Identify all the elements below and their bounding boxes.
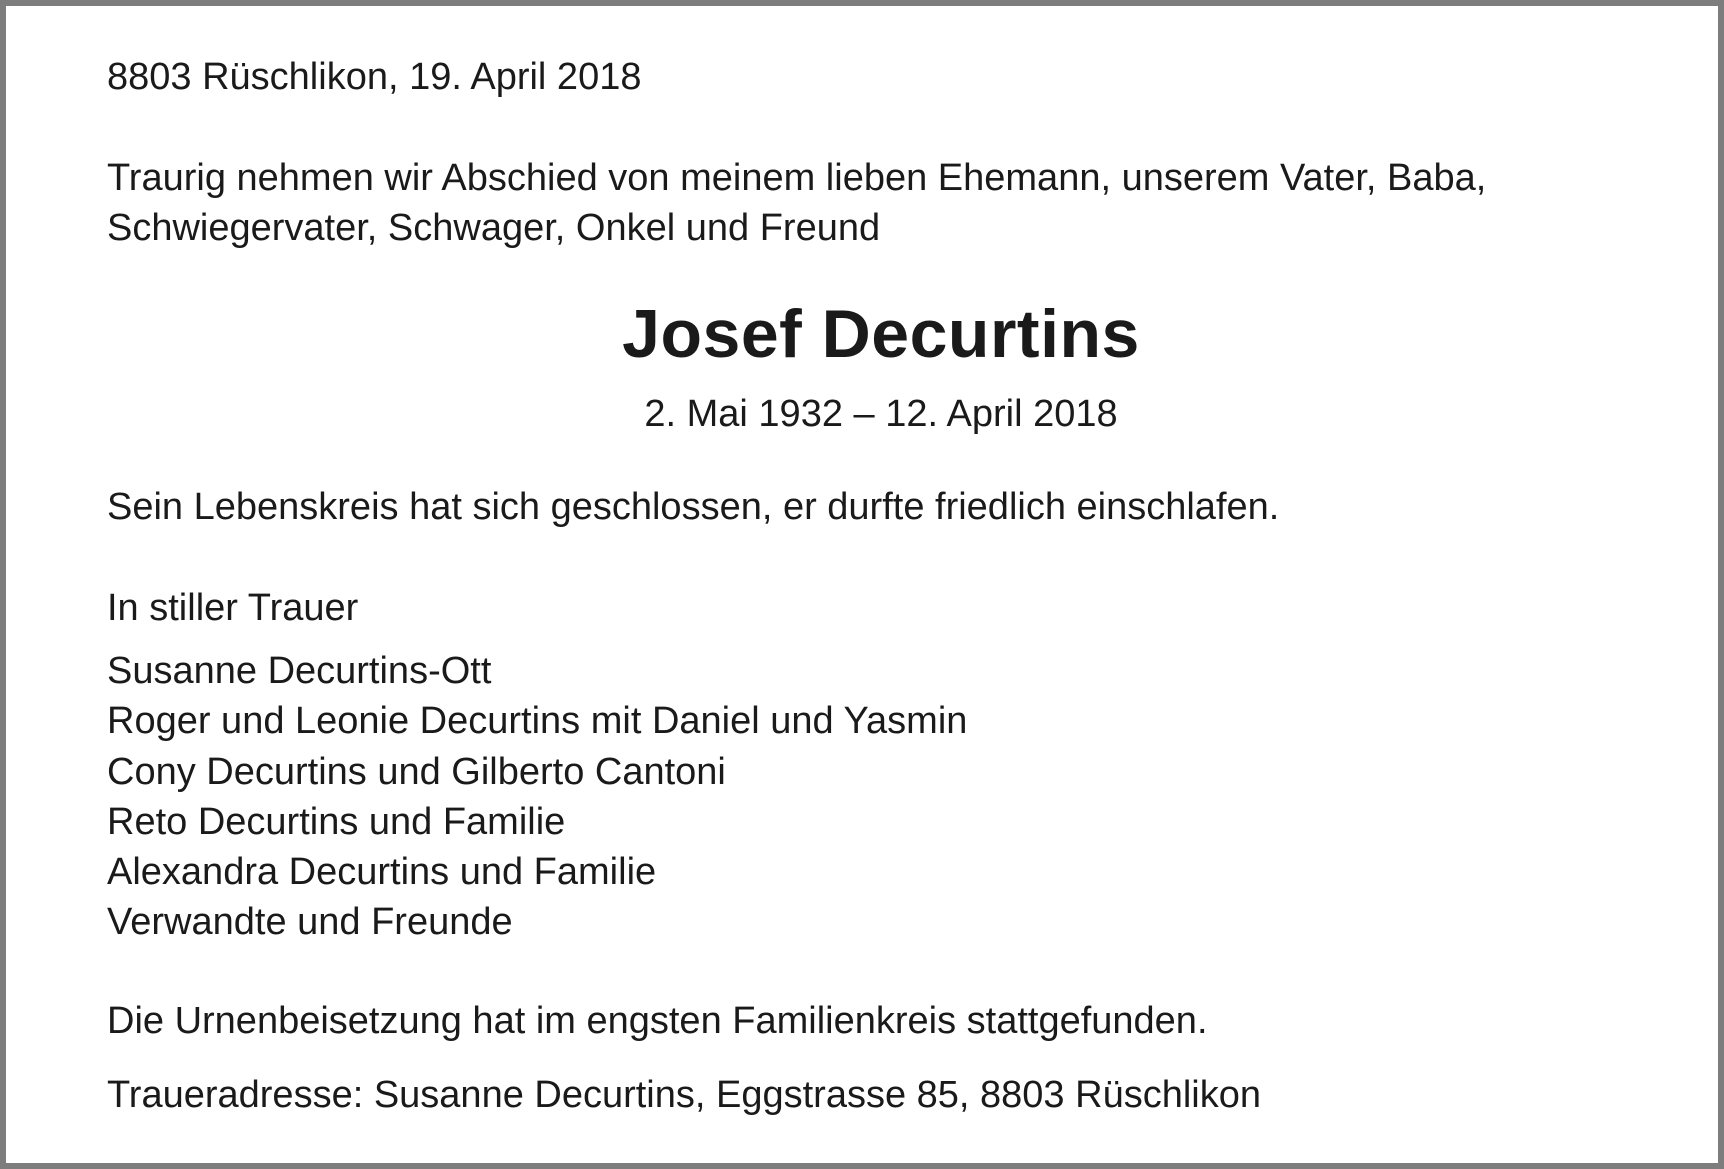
- mourner-entry: Susanne Decurtins-Ott: [107, 650, 492, 692]
- mourner-entry: Cony Decurtins und Gilberto Cantoni: [107, 750, 726, 793]
- mourner-entry: Reto Decurtins und Familie: [107, 800, 566, 843]
- deceased-name: Josef Decurtins: [622, 296, 1140, 372]
- farewell-text: Sein Lebenskreis hat sich geschlossen, er durfte friedlich einschlafen.: [107, 486, 1280, 528]
- mourners-list: [107, 646, 967, 948]
- life-dates: 2. Mai 1932 – 12. April 2018: [644, 393, 1118, 435]
- mourner-entry: Roger und Leonie Decurtins mit Daniel und Yasmin: [107, 700, 968, 743]
- burial-note: Die Urnenbeisetzung hat im engsten Familienkreis stattgefunden.: [107, 1000, 1208, 1042]
- intro-text-line-2: Schwiegervater, Schwager, Onkel und Freund: [107, 207, 881, 249]
- mourning-address: Traueradresse: Susanne Decurtins, Eggstrasse 85, 8803 Rüschlikon: [107, 1074, 1261, 1116]
- mourner-entry: Alexandra Decurtins und Familie: [107, 851, 657, 894]
- place-and-date: 8803 Rüschlikon, 19. April 2018: [107, 56, 642, 98]
- intro-text-line-1: Traurig nehmen wir Abschied von meinem lieben Ehemann, unserem Vater, Baba,: [107, 157, 1487, 199]
- mourner-entry: Verwandte und Freunde: [107, 901, 513, 944]
- mourning-heading: In stiller Trauer: [107, 587, 359, 629]
